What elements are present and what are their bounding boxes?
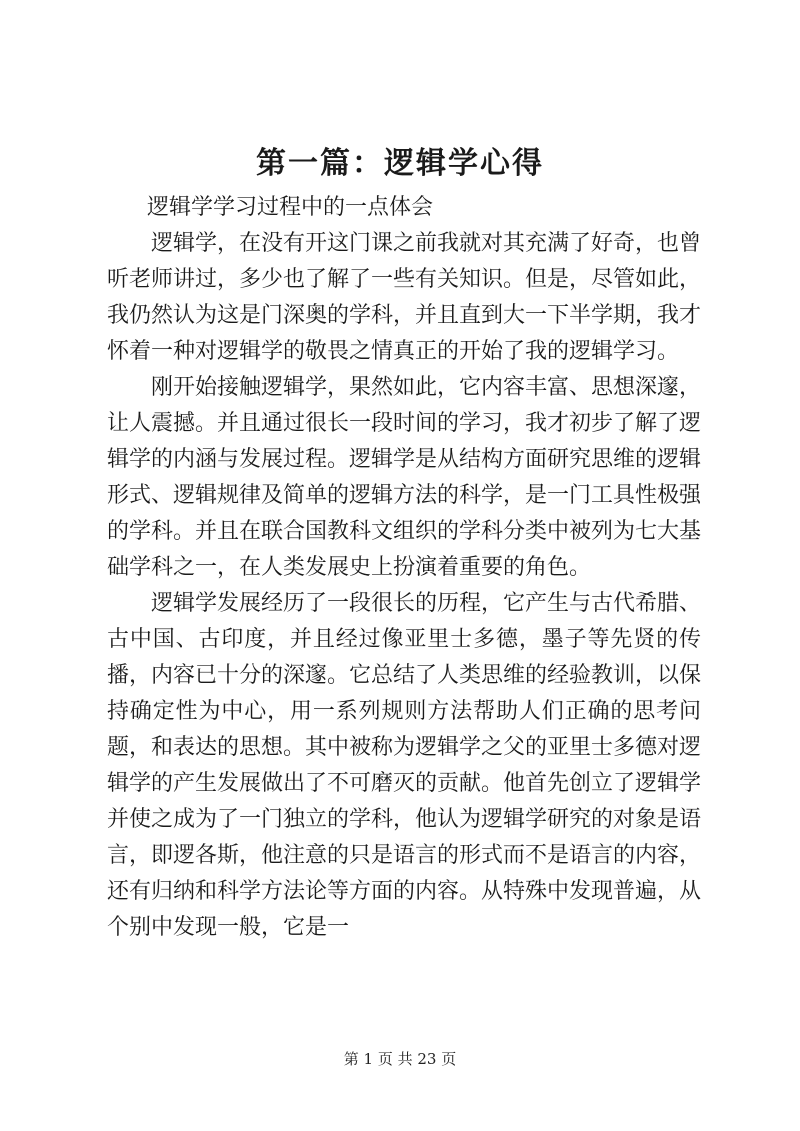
page-footer: 第 1 页 共 23 页 [343,1050,457,1068]
document-body [107,190,701,946]
paragraph-2: 刚开始接触逻辑学，果然如此，它内容丰富、思想深邃，让人震撼。并且通过很长一段时间的学习，我才初步了解了逻辑学的内涵与发展过程。逻辑学是从结构方面研究思维的逻辑形式、逻辑规律及简单的逻辑方法的科学，是一门工具性极强的学科。并且在联合国教科文组织的学科分类中被列为七大基础学科之一，在人类发展史上扮演着重要的角色。 [107,375,702,580]
document-subtitle: 逻辑学学习过程中的一点体会 [147,195,434,220]
paragraph-1: 逻辑学，在没有开这门课之前我就对其充满了好奇，也曾听老师讲过，多少也了解了一些有关知识。但是，尽管如此，我仍然认为这是门深奥的学科，并且直到大一下半学期，我才怀着一种对逻辑学的敬畏之情真正的开始了我的逻辑学习。 [107,231,702,364]
document-title: 第一篇：逻辑学心得 [256,146,544,181]
paragraph-3: 逻辑学发展经历了一段很长的历程，它产生与古代希腊、古中国、古印度，并且经过像亚里士多德，墨子等先贤的传播，内容已十分的深邃。它总结了人类思维的经验教训，以保持确定性为中心，用一系列规则方法帮助人们正确的思考问题，和表达的思想。其中被称为逻辑学之父的亚里士多德对逻辑学的产生发展做出了不可磨灭的贡献。他首先创立了逻辑学并使之成为了一门独立的学科，他认为逻辑学研究的对象是语言，即逻各斯，他注意的只是语言的形式而不是语言的内容，还有归纳和科学方法论等方面的内容。从特殊中发现普遍，从个别中发现一般，它是一 [107,591,702,940]
